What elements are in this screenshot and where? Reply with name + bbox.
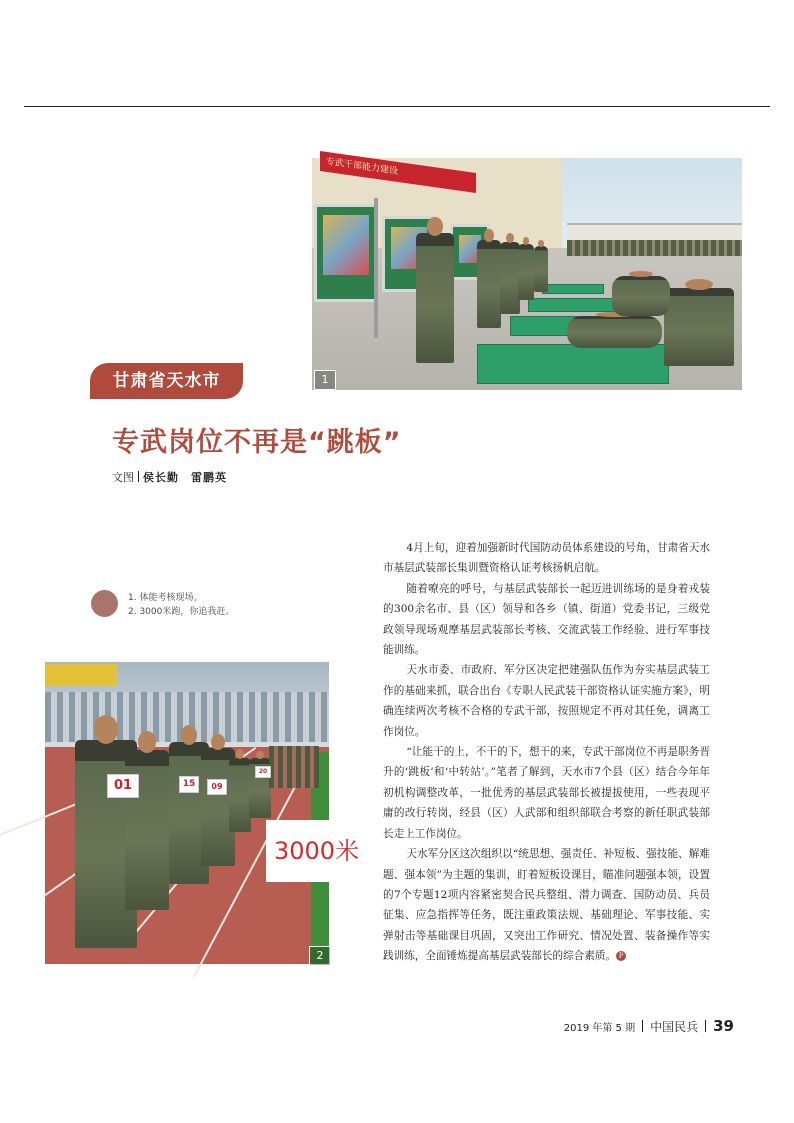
paragraph: 4月上旬，迎着加强新时代国防动员体系建设的号角，甘肃省天水市基层武装部长集训暨资格认证考核扬帆启航。 <box>383 542 710 575</box>
footer-divider <box>642 1020 643 1032</box>
article-body <box>383 538 710 967</box>
byline <box>112 469 227 485</box>
page-footer <box>564 1017 734 1035</box>
paragraph <box>383 844 710 966</box>
region-tag: 甘肃省天水市 <box>90 363 243 399</box>
distance-sign: 3000米 <box>266 820 329 882</box>
soldier <box>500 242 520 314</box>
byline-separator <box>138 471 139 482</box>
page-number: 39 <box>713 1017 734 1035</box>
race-bib: 09 <box>207 779 227 795</box>
caption-item: 2. 3000米跑，你追我赶。 <box>128 607 235 617</box>
scoreboard <box>45 664 117 686</box>
soldier <box>534 246 548 292</box>
caption-marker <box>91 590 118 617</box>
byline-label: 文图 <box>112 471 134 484</box>
article-title: 专武岗位不再是“跳板” <box>112 427 402 458</box>
soldier-situp <box>567 316 662 348</box>
display-board <box>314 204 378 302</box>
exercise-mat <box>528 298 618 312</box>
paragraph-text: 天水军分区这次组织以“统思想、强责任、补短板、强技能、解难题、强本领”为主题的集训，盯着短板设课目，瞄准问题强本领，设置的7个专题12项内容紧密契合民兵整组、潜力调查、国防动员、兵员征集、应急指挥等任务，既注重政策法规、基础理论、军事技能、实弹射击等基础课目巩固，又突出工作研究、情况处置、装备操作等实践训练，全面锤炼提高基层武装部长的综合素质。 <box>383 848 710 963</box>
footer-divider <box>705 1020 706 1032</box>
photo-number-1: 1 <box>314 370 336 390</box>
top-rule <box>24 106 770 107</box>
issue-label: 2019 年第 5 期 <box>563 1022 636 1034</box>
soldier <box>612 276 670 316</box>
exercise-mat <box>477 344 669 384</box>
paragraph: 天水市委、市政府、军分区决定把建强队伍作为夯实基层武装工作的基础来抓，联合出台《专职人民武装干部资格认证实施方案》，明确连续两次考核不合格的专武干部，按照规定不再对其任免，调离工作岗位。 <box>383 664 710 738</box>
photo-fitness-assessment <box>312 158 742 390</box>
runner <box>229 758 251 832</box>
soldier-kneeling <box>664 288 734 366</box>
runner-group <box>269 746 319 788</box>
red-banner: 专武干部能力建设 <box>320 151 476 193</box>
photo-3000m-run <box>45 662 329 964</box>
paragraph: “让能干的上，不干的下，想干的来，专武干部岗位不再是职务晋升的‘跳板’和‘中转站’。”笔者了解到，天水市7个县（区）结合今年年初机构调整改革，一批优秀的基层武装部长被提拔使用，一些表现平庸的改行转岗，经县（区）人武部和组织部联合考察的新任职武装部长走上工作岗位。 <box>383 746 710 840</box>
soldier <box>416 233 454 363</box>
race-bib: 20 <box>255 766 271 778</box>
photo-number-2: 2 <box>309 946 331 966</box>
race-bib: 15 <box>179 776 199 793</box>
race-bib: 01 <box>107 774 139 798</box>
caption-item: 1. 体能考核现场。 <box>128 593 203 603</box>
soldier <box>518 244 534 300</box>
photo-captions <box>128 591 234 619</box>
byline-authors: 侯长勤 雷鹏英 <box>143 471 227 484</box>
paragraph: 随着嘹亮的呼号，与基层武装部长一起迈进训练场的是身着戎装的300余名市、县（区）领导和各乡（镇、街道）党委书记，三级党政领导现场观摩基层武装部长考核、交流武装工作经验、进行军事技能训练。 <box>383 582 710 657</box>
soldier <box>477 240 501 328</box>
crowd <box>567 240 742 256</box>
publication-name: 中国民兵 <box>650 1019 699 1034</box>
end-mark-icon: P <box>616 951 626 961</box>
exercise-mat <box>542 284 604 294</box>
